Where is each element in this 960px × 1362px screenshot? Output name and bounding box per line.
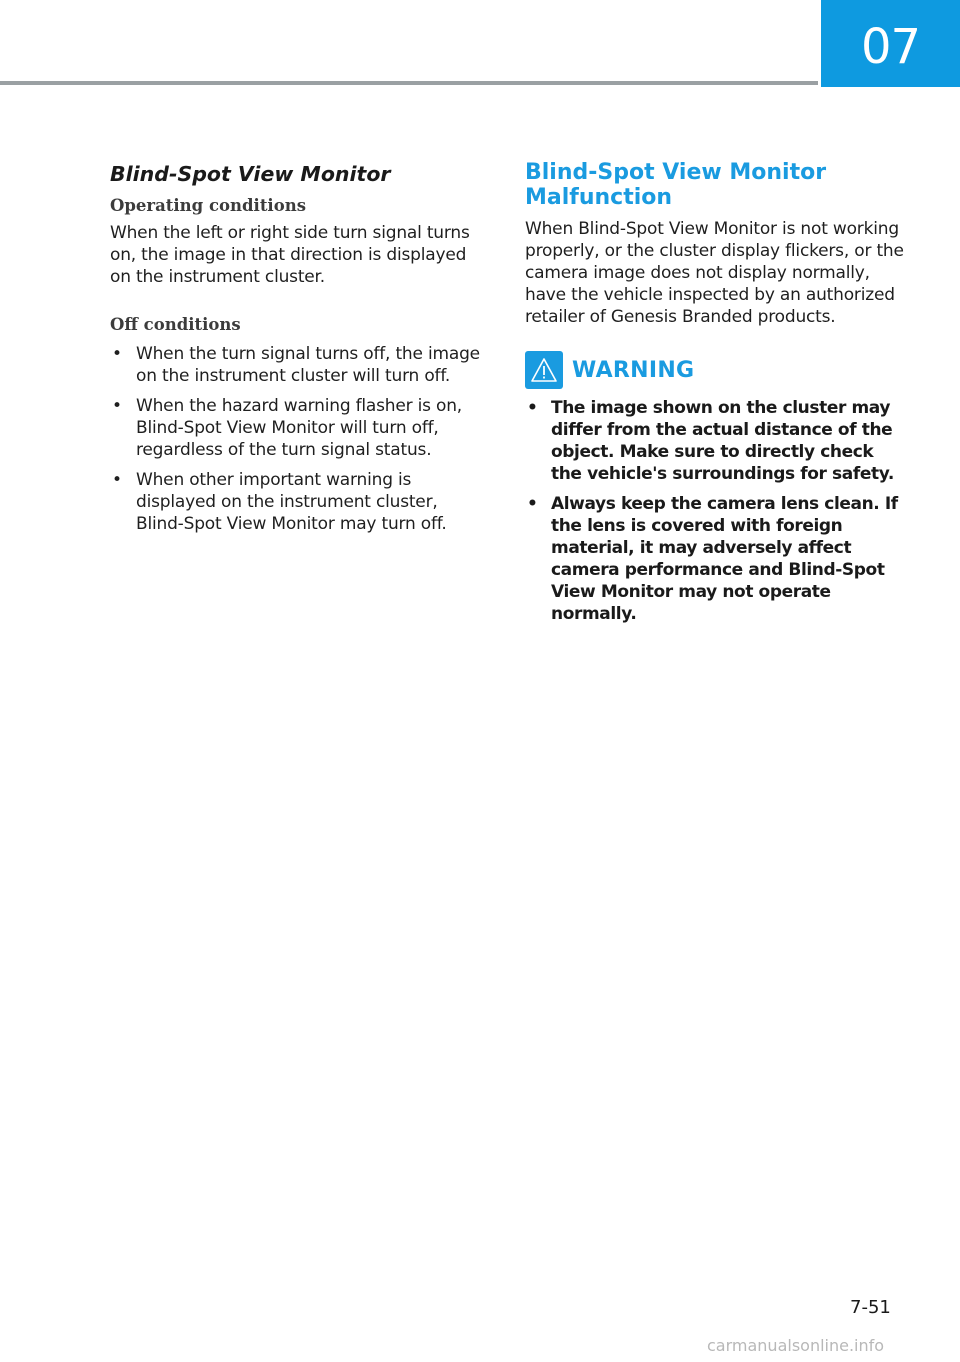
left-column <box>110 160 490 535</box>
malfunction-title-line1: Blind-Spot View Monitor <box>525 160 827 185</box>
malfunction-text: When Blind-Spot View Monitor is not working properly, or the cluster display flickers, or the camera image does not display normally, have the vehicle inspected by an authorized retailer of Genesis Branded products. <box>525 219 904 327</box>
chapter-tab <box>821 0 960 87</box>
chapter-number: 07 <box>860 18 921 75</box>
operating-conditions-text: When the left or right side turn signal turns on, the image in that direction is displayed on the instrument cluster. <box>110 223 470 287</box>
warning-triangle-icon <box>525 351 563 389</box>
right-column <box>525 160 905 625</box>
watermark: carmanualsonline.info <box>707 1336 885 1355</box>
bullet-icon: • <box>112 470 122 490</box>
warning-label: WARNING <box>572 357 695 383</box>
warning-header <box>525 351 905 389</box>
list-item <box>525 493 905 625</box>
list-item <box>110 469 490 535</box>
bullet-icon: • <box>112 396 122 416</box>
list-item-text: The image shown on the cluster may differ from the actual distance of the object. Make sure to directly check the vehicle's surroundings for safety. <box>551 398 894 484</box>
bullet-icon: • <box>527 398 538 418</box>
operating-conditions-heading: Operating conditions <box>110 196 306 215</box>
malfunction-title <box>525 160 905 210</box>
malfunction-title-line2: Malfunction <box>525 185 673 210</box>
header-rule <box>0 81 818 85</box>
off-conditions-heading: Off conditions <box>110 315 241 334</box>
bullet-icon: • <box>112 344 122 364</box>
off-conditions-list <box>110 343 490 535</box>
list-item <box>110 343 490 387</box>
list-item-text: Always keep the camera lens clean. If the lens is covered with foreign material, it may adversely affect camera performance and Blind-Spot View Monitor may not operate normally. <box>551 494 898 624</box>
warning-list <box>525 397 905 625</box>
bullet-icon: • <box>527 494 538 514</box>
list-item <box>110 395 490 461</box>
section-title: Blind-Spot View Monitor <box>110 162 391 186</box>
list-item-text: When the hazard warning flasher is on, Blind-Spot View Monitor will turn off, regardless of the turn signal status. <box>136 396 462 460</box>
list-item-text: When other important warning is displayed on the instrument cluster, Blind-Spot View Monitor may turn off. <box>136 470 447 534</box>
page-number: 7-51 <box>850 1297 891 1318</box>
list-item-text: When the turn signal turns off, the image on the instrument cluster will turn off. <box>136 344 480 386</box>
list-item <box>525 397 905 485</box>
